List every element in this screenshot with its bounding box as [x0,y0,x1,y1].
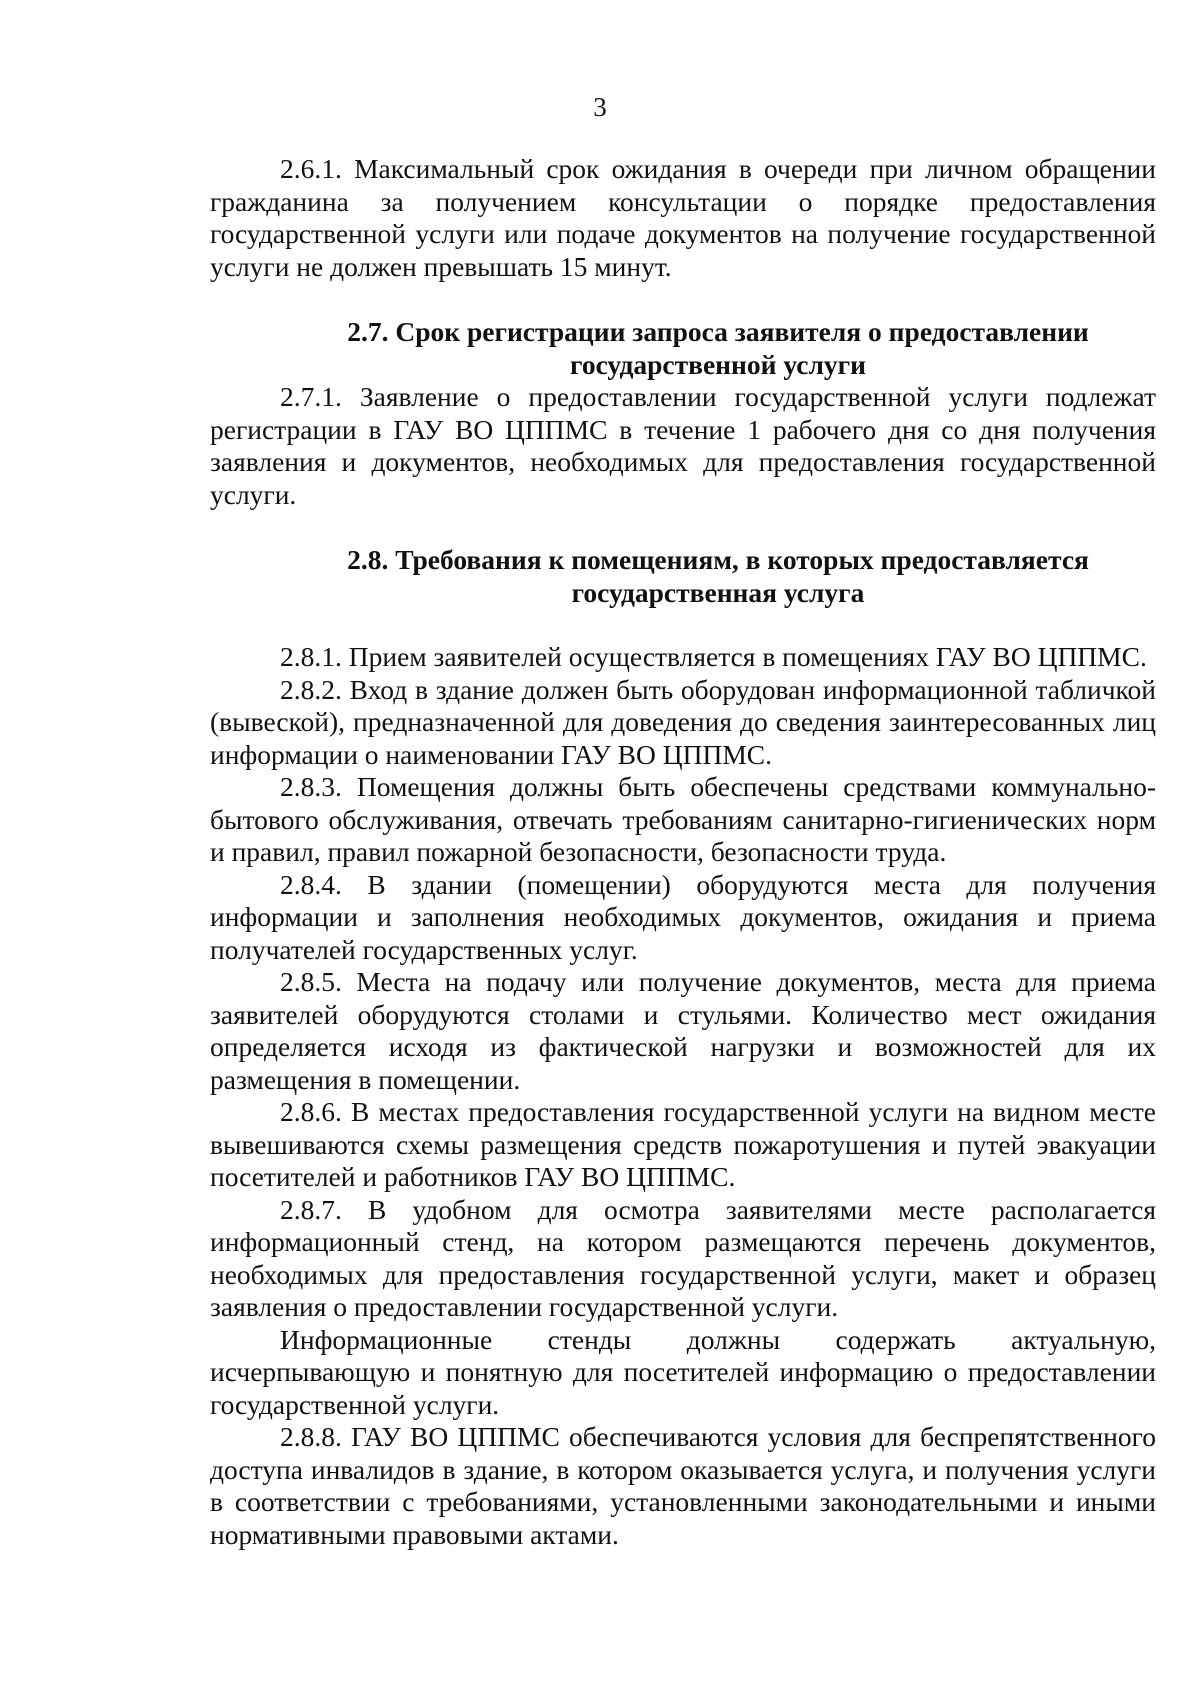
paragraph-2-8-3: 2.8.3. Помещения должны быть обеспечены средствами коммунально-бытового обслуживания, отвечать требованиям санитарно-гигиенических норм и правил, правил пожарной безопасности, безопасности труда. [210,771,1156,867]
paragraph-2-8-8: 2.8.8. ГАУ ВО ЦППМС обеспечиваются условия для беспрепятственного доступа инвалидов в здание, в котором оказывается услуга, и получения услуги в соответствии с требованиями, установленными законодательными и иными нормативными правовыми актами. [210,1421,1156,1550]
spacer [210,283,1156,316]
spacer [210,609,1156,641]
page-number: 3 [593,92,607,122]
section-heading-2-7: 2.7. Срок регистрации запроса заявителя о предоставлении государственной услуги [347,316,1089,380]
paragraph-2-8-6: 2.8.6. В местах предоставления государственной услуги на видном месте вывешиваются схемы размещения средств пожаротушения и путей эвакуации посетителей и работников ГАУ ВО ЦППМС. [210,1096,1156,1192]
spacer [210,511,1156,544]
paragraph-2-7-1: 2.7.1. Заявление о предоставлении государственной услуги подлежат регистрации в ГАУ ВО ЦППМС в течение 1 рабочего дня со дня получения заявления и документов, необходимых для предоставления государственной услуги. [210,381,1156,510]
paragraph-2-8-2: 2.8.2. Вход в здание должен быть оборудован информационной табличкой (вывеской), предназначенной для доведения до сведения заинтересованных лиц информации о наименовании ГАУ ВО ЦППМС. [210,673,1156,770]
paragraph-2-8-7: 2.8.7. В удобном для осмотра заявителями месте располагается информационный стенд, на котором размещаются перечень документов, необходимых для предоставления государственной услуги, макет и образец заявления о предоставлении государственной услуги. [210,1193,1156,1322]
document-body [210,153,1156,1551]
paragraph-2-8-5: 2.8.5. Места на подачу или получение документов, места для приема заявителей оборудуются столами и стульями. Количество мест ожидания определяется исходя из фактической нагрузки и возможностей для их размещения в помещении. [210,966,1156,1095]
paragraph-2-6-1: 2.6.1. Максимальный срок ожидания в очереди при личном обращении гражданина за получением консультации о порядке предоставления государственной услуги или подаче документов на получение государственной услуги не должен превышать 15 минут. [210,153,1156,282]
paragraph-2-8-4: 2.8.4. В здании (помещении) оборудуются места для получения информации и заполнения необходимых документов, ожидания и приема получателей государственных услуг. [210,868,1156,965]
section-heading-2-8: 2.8. Требования к помещениям, в которых предоставляется государственная услуга [347,544,1089,608]
paragraph-info-stands: Информационные стенды должны содержать актуальную, исчерпывающую и понятную для посетителей информацию о предоставлении государственной услуги. [210,1323,1156,1420]
paragraph-2-8-1: 2.8.1. Прием заявителей осуществляется в помещениях ГАУ ВО ЦППМС. [280,641,1147,672]
